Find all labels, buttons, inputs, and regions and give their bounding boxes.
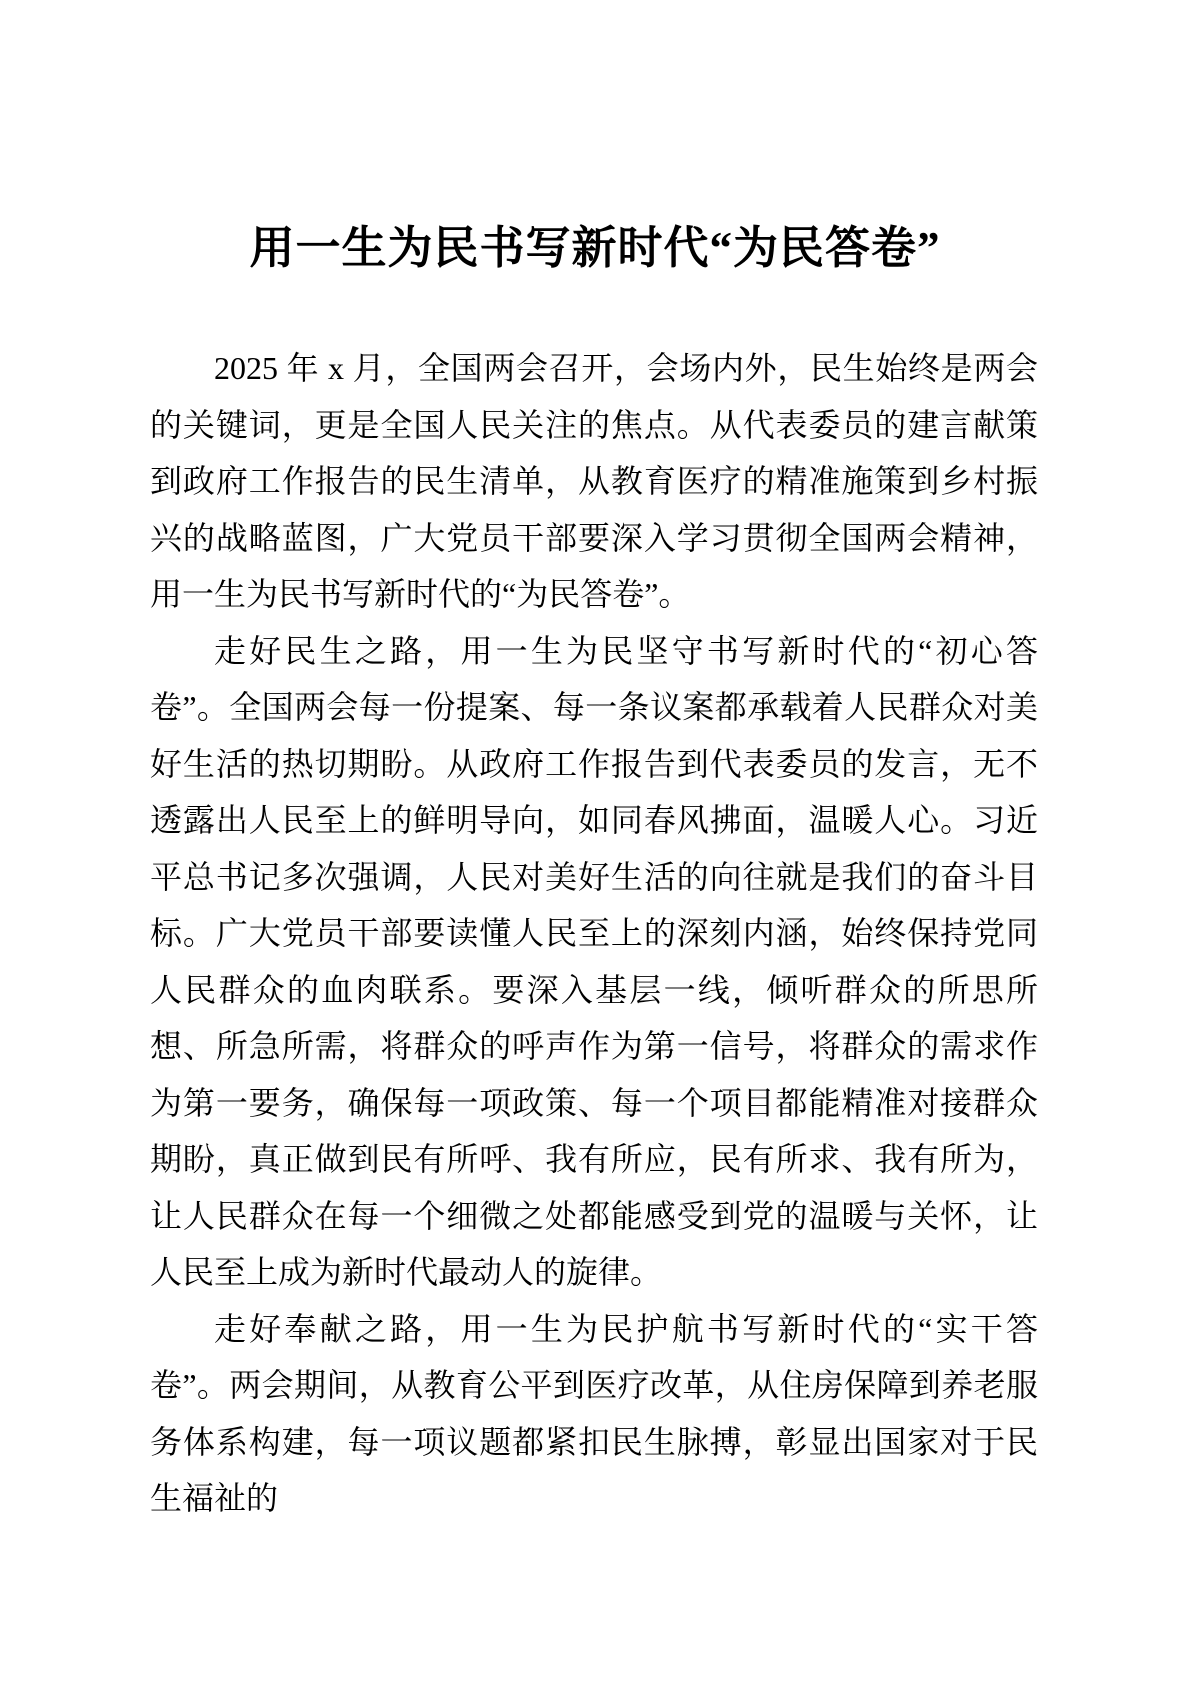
body-paragraph-2: 走好民生之路，用一生为民坚守书写新时代的“初心答卷”。全国两会每一份提案、每一条议案都承载着人民群众对美好生活的热切期盼。从政府工作报告到代表委员的发言，无不透露出人民至上的鲜明导向，如同春风拂面，温暖人心。习近平总书记多次强调，人民对美好生活的向往就是我们的奋斗目标。广大党员干部要读懂人民至上的深刻内涵，始终保持党同人民群众的血肉联系。要深入基层一线，倾听群众的所思所想、所急所需，将群众的呼声作为第一信号，将群众的需求作为第一要务，确保每一项政策、每一个项目都能精准对接群众期盼，真正做到民有所呼、我有所应，民有所求、我有所为，让人民群众在每一个细微之处都能感受到党的温暖与关怀，让人民至上成为新时代最动人的旋律。 xyxy=(150,632,1038,1290)
body-paragraph-3: 走好奉献之路，用一生为民护航书写新时代的“实干答卷”。两会期间，从教育公平到医疗改革，从住房保障到养老服务体系构建，每一项议题都紧扣民生脉搏，彰显出国家对于民生福祉的 xyxy=(150,1310,1038,1516)
document-body xyxy=(150,340,1038,1527)
document-title: 用一生为民书写新时代“为民答卷” xyxy=(249,223,941,273)
body-paragraph-1: 2025 年 x 月，全国两会召开，会场内外，民生始终是两会的关键词，更是全国人民关注的焦点。从代表委员的建言献策到政府工作报告的民生清单，从教育医疗的精准施策到乡村振兴的战略蓝图，广大党员干部要深入学习贯彻全国两会精神，用一生为民书写新时代的“为民答卷”。 xyxy=(150,350,1038,612)
